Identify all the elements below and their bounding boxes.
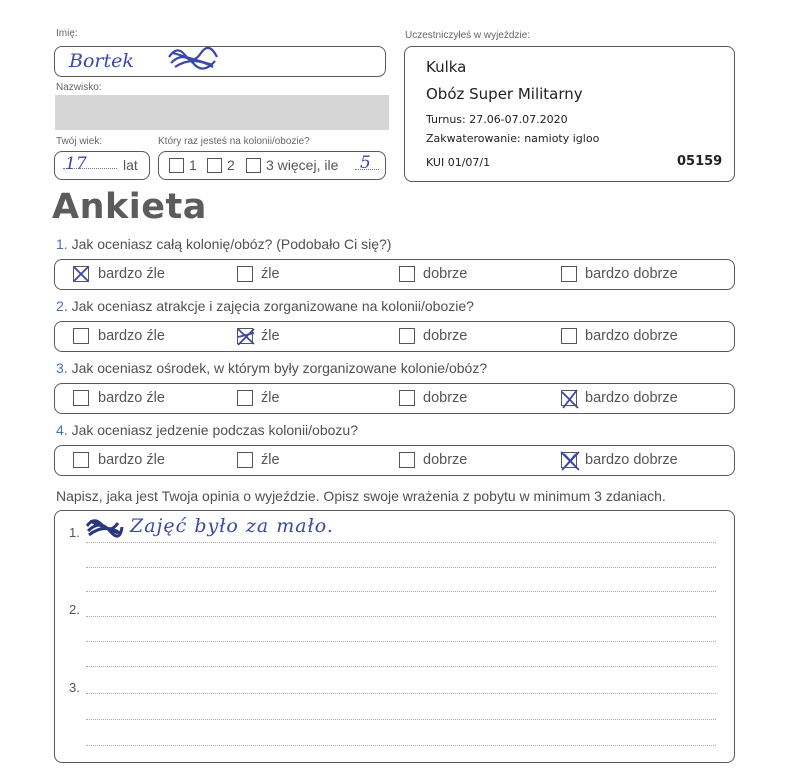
opinion-line [86,666,716,667]
check-x-icon [560,388,580,410]
question-2 [56,298,474,314]
option-q2-zle: źle [261,328,280,344]
checkbox-q3-bardzo-dobrze[interactable] [561,390,577,406]
wiek-handwriting: 17 [65,154,87,174]
imie-label: Imię: [56,28,78,39]
opinion-line-number-3: 3. [69,680,80,695]
trip-name: Kulka [426,58,467,76]
opinion-prompt: Napisz, jaka jest Twoja opinia o wyjeździe. Opisz swoje wrażenia z pobytu w minimum 3 zdaniach. [56,488,666,504]
answer-row-2 [54,321,735,352]
checkbox-q4-bardzo-dobrze[interactable] [561,452,577,468]
check-x-icon [558,449,582,473]
option-q3-bardzo-zle: bardzo źle [98,390,165,406]
checkbox-q3-bardzo-zle[interactable] [73,390,89,406]
opinion-line [86,591,716,592]
opinion-line [86,641,716,642]
checkbox-q2-dobrze[interactable] [399,328,415,344]
wiek-unit: lat [123,157,138,173]
checkbox-q1-bardzo-zle[interactable] [73,266,89,282]
trip-turnus: Turnus: 27.06-07.07.2020 [426,113,568,126]
wiek-field[interactable] [54,151,150,180]
page-title: Ankieta [52,187,207,227]
option-q4-bardzo-zle: bardzo źle [98,452,165,468]
checkbox-q3-dobrze[interactable] [399,390,415,406]
option-q1-bardzo-zle: bardzo źle [98,266,165,282]
option-q4-zle: źle [261,452,280,468]
scribble-redaction [163,43,223,79]
checkbox-q1-zle[interactable] [237,266,253,282]
trip-camp: Obóz Super Militarny [426,85,583,103]
check-x-icon [236,327,256,347]
option-q1-dobrze: dobrze [423,266,468,282]
raz-option-2: 2 [227,157,235,173]
option-q1-bardzo-dobrze: bardzo dobrze [585,266,678,282]
question-4-number: 4. [56,422,68,438]
checkbox-q2-bardzo-zle[interactable] [73,328,89,344]
raz-handwriting: 5 [360,153,371,173]
opinion-answer-1: Zajęć było za mało. [130,515,334,537]
opinion-line [86,745,716,746]
checkbox-q2-zle[interactable] [237,328,253,344]
question-3 [56,360,487,376]
question-1-text: Jak oceniasz całą kolonię/obóz? (Podobało Ci się?) [71,236,392,252]
question-4 [56,422,358,438]
question-1-number: 1. [56,236,68,252]
option-q3-dobrze: dobrze [423,390,468,406]
checkbox-q4-dobrze[interactable] [399,452,415,468]
checkbox-raz-2[interactable] [207,158,222,173]
option-q2-bardzo-zle: bardzo źle [98,328,165,344]
option-q2-dobrze: dobrze [423,328,468,344]
opinion-line [86,542,716,543]
trip-info-box [404,46,735,182]
option-q4-dobrze: dobrze [423,452,468,468]
question-2-text: Jak oceniasz atrakcje i zajęcia zorganizowane na kolonii/obozie? [71,298,474,314]
question-3-text: Jak oceniasz ośrodek, w którym były zorganizowane kolonie/obóz? [71,360,488,376]
checkbox-q1-bardzo-dobrze[interactable] [561,266,577,282]
imie-handwriting: Bortek [69,50,134,72]
answer-row-4 [54,445,735,476]
option-q3-zle: źle [261,390,280,406]
question-3-number: 3. [56,360,68,376]
question-4-text: Jak oceniasz jedzenie podczas kolonii/obozu? [71,422,358,438]
option-q1-zle: źle [261,266,280,282]
opinion-line [86,693,716,694]
trip-zakwaterowanie: Zakwaterowanie: namioty igloo [426,132,600,145]
opinion-line-number-2: 2. [69,602,80,617]
check-x-icon [73,266,89,282]
ktory-raz-label: Który raz jesteś na kolonii/obozie? [158,136,310,147]
checkbox-q4-zle[interactable] [237,452,253,468]
option-q4-bardzo-dobrze: bardzo dobrze [585,452,678,468]
opinion-line-number-1: 1. [69,525,80,540]
ktory-raz-field [158,151,386,180]
wiek-label: Twój wiek: [56,136,103,147]
checkbox-q3-zle[interactable] [237,390,253,406]
option-q2-bardzo-dobrze: bardzo dobrze [585,328,678,344]
nazwisko-redacted-field [55,95,389,130]
imie-field[interactable] [54,46,386,77]
raz-option-1: 1 [189,157,197,173]
opinion-textarea[interactable] [54,510,735,763]
nazwisko-label: Nazwisko: [56,82,102,93]
checkbox-q1-dobrze[interactable] [399,266,415,282]
question-2-number: 2. [56,298,68,314]
checkbox-q4-bardzo-zle[interactable] [73,452,89,468]
option-q3-bardzo-dobrze: bardzo dobrze [585,390,678,406]
opinion-line [86,567,716,568]
opinion-line [86,719,716,720]
scribble-redaction [84,513,124,539]
answer-row-3 [54,383,735,414]
opinion-line [86,616,716,617]
checkbox-raz-1[interactable] [169,158,184,173]
question-1 [56,236,391,252]
raz-option-3: 3 więcej, ile [266,157,339,173]
answer-row-1 [54,259,735,290]
trip-number: 05159 [677,154,723,169]
trip-label: Uczestniczyłeś w wyjeździe: [405,30,531,41]
checkbox-q2-bardzo-dobrze[interactable] [561,328,577,344]
checkbox-raz-3[interactable] [246,158,261,173]
trip-code: KUI 01/07/1 [426,156,491,169]
